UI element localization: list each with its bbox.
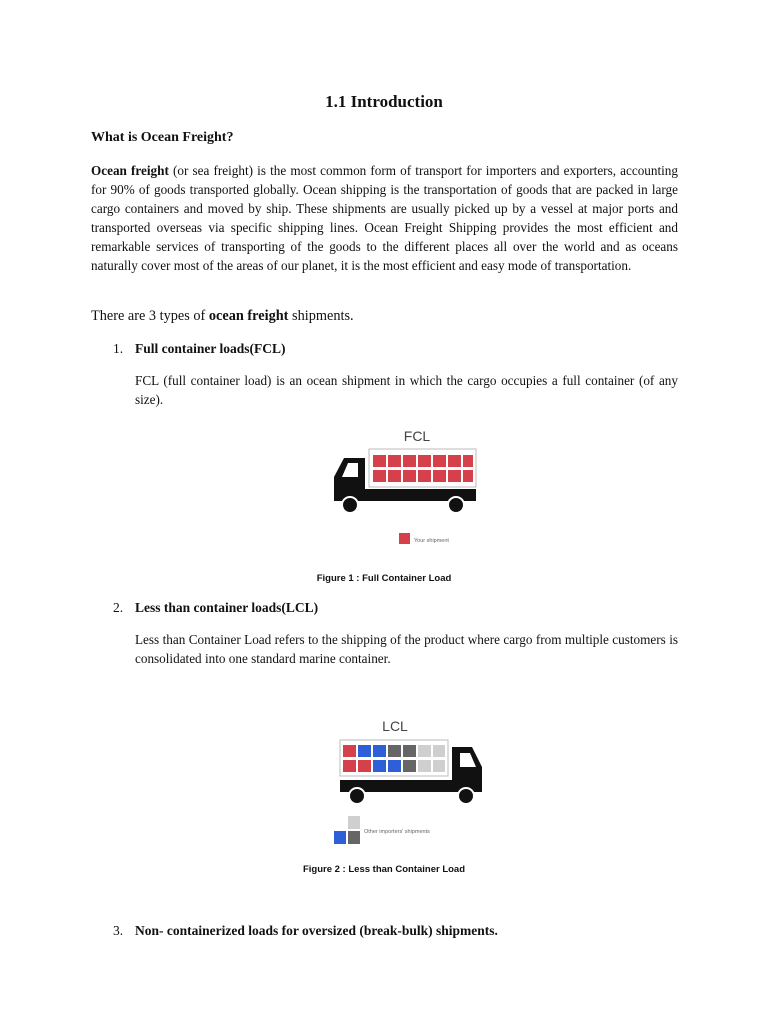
list-label: Full container loads(FCL): [135, 341, 286, 356]
page-title: 1.1 Introduction: [325, 92, 443, 111]
front-wheel-icon: [342, 497, 358, 513]
fcl-illustration: [330, 425, 480, 550]
figure-2-caption: Figure 2 : Less than Container Load: [302, 864, 466, 875]
types-suffix: shipments.: [288, 308, 354, 324]
lcl-figure-title: LCL: [382, 718, 408, 734]
lcl-illustration: [330, 715, 490, 850]
rear-wheel-icon: [349, 788, 365, 804]
lcl-legend-label: Other importers' shipments: [364, 829, 430, 835]
list-label: Less than container loads(LCL): [135, 600, 319, 615]
list-number: 1.: [113, 341, 124, 356]
list-number: 2.: [113, 600, 124, 615]
figure-1-caption: Figure 1 : Full Container Load: [316, 573, 452, 584]
fcl-legend-label: Your shipment: [414, 538, 449, 544]
intro-text: (or sea freight) is the most common form of transport for importers and exporters, accounting for 90% of goods transported globally. Ocean shipping is the transportation of goods that are packed in large cargo containers and moved by ship. These shipments are usually picked up by a vessel at major ports and transported overseas via specific shipping lines. Ocean Freight Shipping provides the most efficient and remarkable services of transporting of the goods to the different places all over the world and as oceans naturally cover most of the areas of our planet, it is the most efficient and easy mode of transportation.: [91, 163, 678, 273]
lcl-figure: [330, 715, 490, 850]
list-item-lcl: [113, 600, 318, 616]
types-bold: ocean freight: [208, 308, 289, 324]
section-subheading: What is Ocean Freight?: [91, 130, 234, 145]
list-label: Non- containerized loads for oversized (break-bulk) shipments.: [135, 923, 498, 938]
fcl-figure: [330, 425, 480, 550]
intro-lead-bold: Ocean freight: [91, 163, 169, 178]
rear-wheel-icon: [448, 497, 464, 513]
types-sentence: [91, 308, 354, 325]
legend-swatch-others: [334, 816, 360, 844]
legend-swatch-own: [399, 533, 410, 544]
front-wheel-icon: [458, 788, 474, 804]
lcl-description: Less than Container Load refers to the shipping of the product where cargo from multiple customers is consolidated into one standard marine container.: [135, 632, 678, 666]
fcl-figure-title: FCL: [403, 428, 431, 444]
list-number: 3.: [113, 923, 124, 938]
list-item-break-bulk: [113, 923, 498, 939]
types-prefix: There are 3 types of: [91, 308, 209, 324]
intro-paragraph: [91, 162, 678, 275]
list-item-fcl: [113, 341, 286, 357]
fcl-description: FCL (full container load) is an ocean shipment in which the cargo occupies a full container (of any size).: [135, 373, 678, 407]
